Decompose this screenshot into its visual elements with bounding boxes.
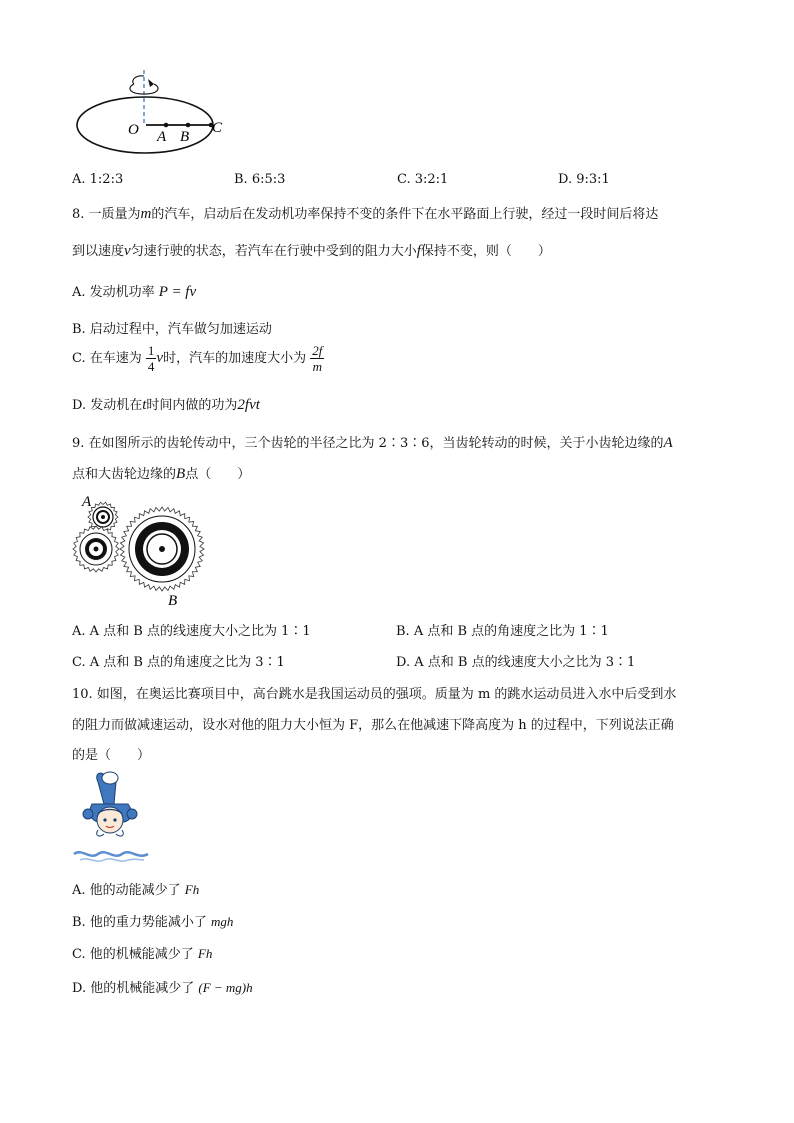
q9-stem-line2: 点和大齿轮边缘的B点（ ）	[72, 466, 251, 482]
water-waves	[74, 852, 148, 855]
fraction-one-quarter: $\frac{1}{4}$	[147, 343, 155, 374]
point-b	[186, 123, 191, 128]
q10-stem-line3: 的是（ ）	[72, 748, 151, 763]
label-b: B	[180, 129, 190, 145]
label-c: C	[212, 120, 223, 136]
q10-option-c[interactable]: C. 他的机械能减少了 Fh	[72, 946, 213, 962]
q7-option-c[interactable]: C. 3:2:1	[397, 172, 449, 187]
rotation-arrowhead	[148, 79, 154, 87]
q9-option-d[interactable]: D. A 点和 B 点的线速度大小之比为 3∶1	[396, 655, 636, 670]
gear-label-a: A	[82, 494, 92, 510]
q8-option-d[interactable]: D. 发动机在t时间内做的功为2fvt	[72, 397, 260, 413]
small-gear	[88, 502, 118, 532]
label-a: A	[157, 129, 167, 145]
large-gear	[120, 507, 204, 591]
gear-label-b: B	[168, 593, 178, 609]
q7-option-b[interactable]: B. 6:5:3	[234, 172, 286, 187]
point-a	[164, 123, 169, 128]
q9-option-a[interactable]: A. A 点和 B 点的线速度大小之比为 1∶1	[72, 624, 311, 639]
q8-option-c[interactable]: C. 在车速为 $\frac{1}{4}$ v时，汽车的加速度大小为 $\frac{2f}{m}$	[72, 343, 323, 374]
q9-option-c[interactable]: C. A 点和 B 点的角速度之比为 3∶1	[72, 655, 285, 670]
gear-train-figure	[68, 490, 213, 610]
diver-illustration	[70, 768, 155, 868]
q8-option-a[interactable]: A. 发动机功率 P = fv	[72, 284, 197, 300]
medium-gear	[73, 526, 119, 572]
q9-option-b[interactable]: B. A 点和 B 点的角速度之比为 1∶1	[396, 624, 609, 639]
q10-stem-line2: 的阻力而做减速运动，设水对他的阻力大小恒为 F，那么在他减速下降高度为 h 的过程中，下列说法正确	[72, 718, 674, 733]
q7-option-d[interactable]: D. 9:3:1	[558, 172, 610, 187]
q9-stem-line1: 9. 在如图所示的齿轮传动中，三个齿轮的半径之比为 2∶3∶6，当齿轮转动的时候，关于小齿轮边缘的A	[72, 435, 673, 451]
fraction-2f-over-m: $\frac{2f}{m}$	[312, 343, 323, 374]
q8-stem-line2: 到以速度v匀速行驶的状态，若汽车在行驶中受到的阻力大小f保持不变，则（ ）	[72, 243, 551, 259]
q8-stem-line1: 8. 一质量为m的汽车，启动后在发动机功率保持不变的条件下在水平路面上行驶，经过一段时间后将达	[72, 206, 659, 222]
q10-option-d[interactable]: D. 他的机械能减少了 (F − mg)h	[72, 980, 253, 996]
ellipse-rotation-figure	[70, 66, 240, 156]
q8-option-b[interactable]: B. 启动过程中，汽车做匀加速运动	[72, 322, 272, 337]
label-o: O	[128, 122, 139, 138]
q7-option-a[interactable]: A. 1:2:3	[72, 172, 124, 187]
q10-option-b[interactable]: B. 他的重力势能减小了 mgh	[72, 914, 234, 930]
q10-stem-line1: 10. 如图，在奥运比赛项目中，高台跳水是我国运动员的强项。质量为 m 的跳水运动员进入水中后受到水	[72, 687, 677, 702]
q10-option-a[interactable]: A. 他的动能减少了 Fh	[72, 882, 200, 898]
